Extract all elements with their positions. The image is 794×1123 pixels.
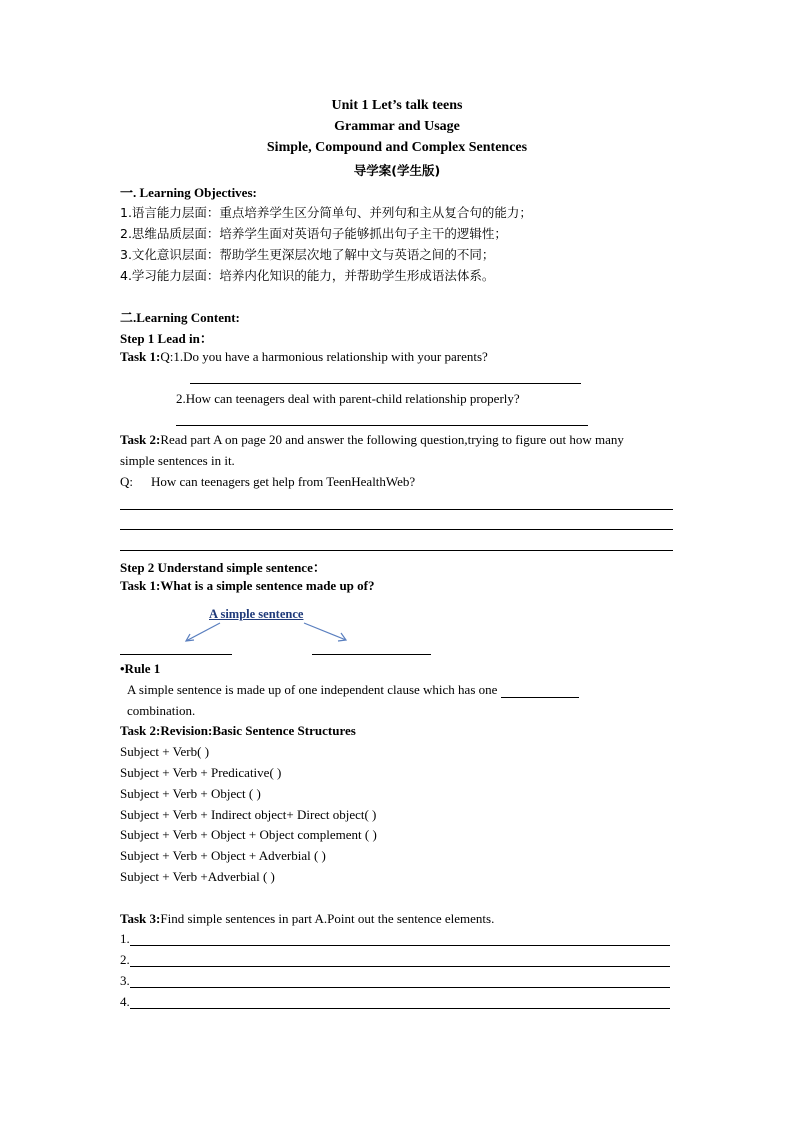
task-label: Task 1: bbox=[120, 349, 161, 364]
question-label: Q: bbox=[120, 474, 133, 489]
structure-item: Subject + Verb( ) bbox=[120, 744, 210, 759]
structure-item: Subject + Verb +Adverbial ( ) bbox=[120, 869, 275, 884]
content-heading: 二.Learning Content: bbox=[120, 310, 240, 325]
objective-item: 2.思维品质层面：培养学生面对英语句子能够抓出句子主干的逻辑性； bbox=[120, 226, 507, 241]
step2-task2: Task 2:Revision:Basic Sentence Structures bbox=[120, 723, 356, 738]
answer-line[interactable] bbox=[312, 654, 431, 655]
task3-text: Find simple sentences in part A.Point out the sentence elements. bbox=[160, 911, 495, 926]
answer-line[interactable] bbox=[130, 966, 670, 967]
answer-line[interactable] bbox=[120, 550, 673, 551]
task1-question1: Q:1.Do you have a harmonious relationship with your parents? bbox=[160, 349, 488, 364]
answer-number: 2. bbox=[120, 952, 130, 967]
diagram-arrows bbox=[178, 620, 358, 646]
structure-item: Subject + Verb + Object + Adverbial ( ) bbox=[120, 848, 326, 863]
step2-task3 bbox=[120, 911, 494, 927]
objective-item: 1.语言能力层面：重点培养学生区分简单句、并列句和主从复合句的能力； bbox=[120, 205, 532, 220]
answer-line[interactable] bbox=[120, 509, 673, 510]
answer-number: 1. bbox=[120, 931, 130, 946]
step1-task1 bbox=[120, 349, 488, 365]
structure-item: Subject + Verb + Object ( ) bbox=[120, 786, 261, 801]
objective-item: 4.学习能力层面：培养内化知识的能力，并帮助学生形成语法体系。 bbox=[120, 268, 495, 283]
objective-item: 3.文化意识层面：帮助学生更深层次地了解中文与英语之间的不同； bbox=[120, 247, 495, 262]
answer-line[interactable] bbox=[130, 945, 670, 946]
answer-line[interactable] bbox=[130, 987, 670, 988]
unit-title: Unit 1 Let’s talk teens bbox=[331, 98, 463, 113]
task-label: Task 3: bbox=[120, 911, 161, 926]
edition-label: 导学案(学生版) bbox=[353, 163, 441, 178]
task1-question2: 2.How can teenagers deal with parent-child relationship properly? bbox=[176, 391, 520, 406]
step1-title: Step 1 Lead in： bbox=[120, 331, 213, 346]
structure-item: Subject + Verb + Indirect object+ Direct object( ) bbox=[120, 807, 377, 822]
rule-blank[interactable] bbox=[501, 683, 579, 698]
step2-task1: Task 1:What is a simple sentence made up of? bbox=[120, 578, 375, 593]
arrow-right-icon bbox=[304, 623, 346, 640]
answer-number: 3. bbox=[120, 973, 130, 988]
task2-text: Read part A on page 20 and answer the following question,trying to figure out how many bbox=[160, 432, 624, 447]
section-title: Grammar and Usage bbox=[334, 119, 460, 134]
answer-line[interactable] bbox=[130, 1008, 670, 1009]
step2-title: Step 2 Understand simple sentence： bbox=[120, 560, 326, 575]
answer-line[interactable] bbox=[176, 425, 588, 426]
task2-text-cont: simple sentences in it. bbox=[120, 453, 235, 468]
answer-line[interactable] bbox=[120, 654, 232, 655]
step1-task2 bbox=[120, 432, 624, 448]
rule-label: •Rule 1 bbox=[120, 661, 161, 676]
rule-text bbox=[127, 682, 579, 698]
rule-text-line1: A simple sentence is made up of one independent clause which has one bbox=[127, 682, 498, 697]
answer-line[interactable] bbox=[190, 383, 581, 384]
question-text: How can teenagers get help from TeenHealthWeb? bbox=[151, 474, 416, 489]
topic-title: Simple, Compound and Complex Sentences bbox=[266, 140, 528, 155]
task2-question bbox=[120, 474, 415, 490]
structure-item: Subject + Verb + Object + Object complement ( ) bbox=[120, 827, 377, 842]
diagram-label: A simple sentence bbox=[209, 607, 304, 621]
rule-text-cont: combination. bbox=[127, 703, 196, 718]
answer-line[interactable] bbox=[120, 529, 673, 530]
arrow-left-icon bbox=[186, 623, 220, 641]
objectives-heading: 一. Learning Objectives: bbox=[120, 185, 257, 200]
task-label: Task 2: bbox=[120, 432, 161, 447]
answer-number: 4. bbox=[120, 994, 130, 1009]
structure-item: Subject + Verb + Predicative( ) bbox=[120, 765, 282, 780]
